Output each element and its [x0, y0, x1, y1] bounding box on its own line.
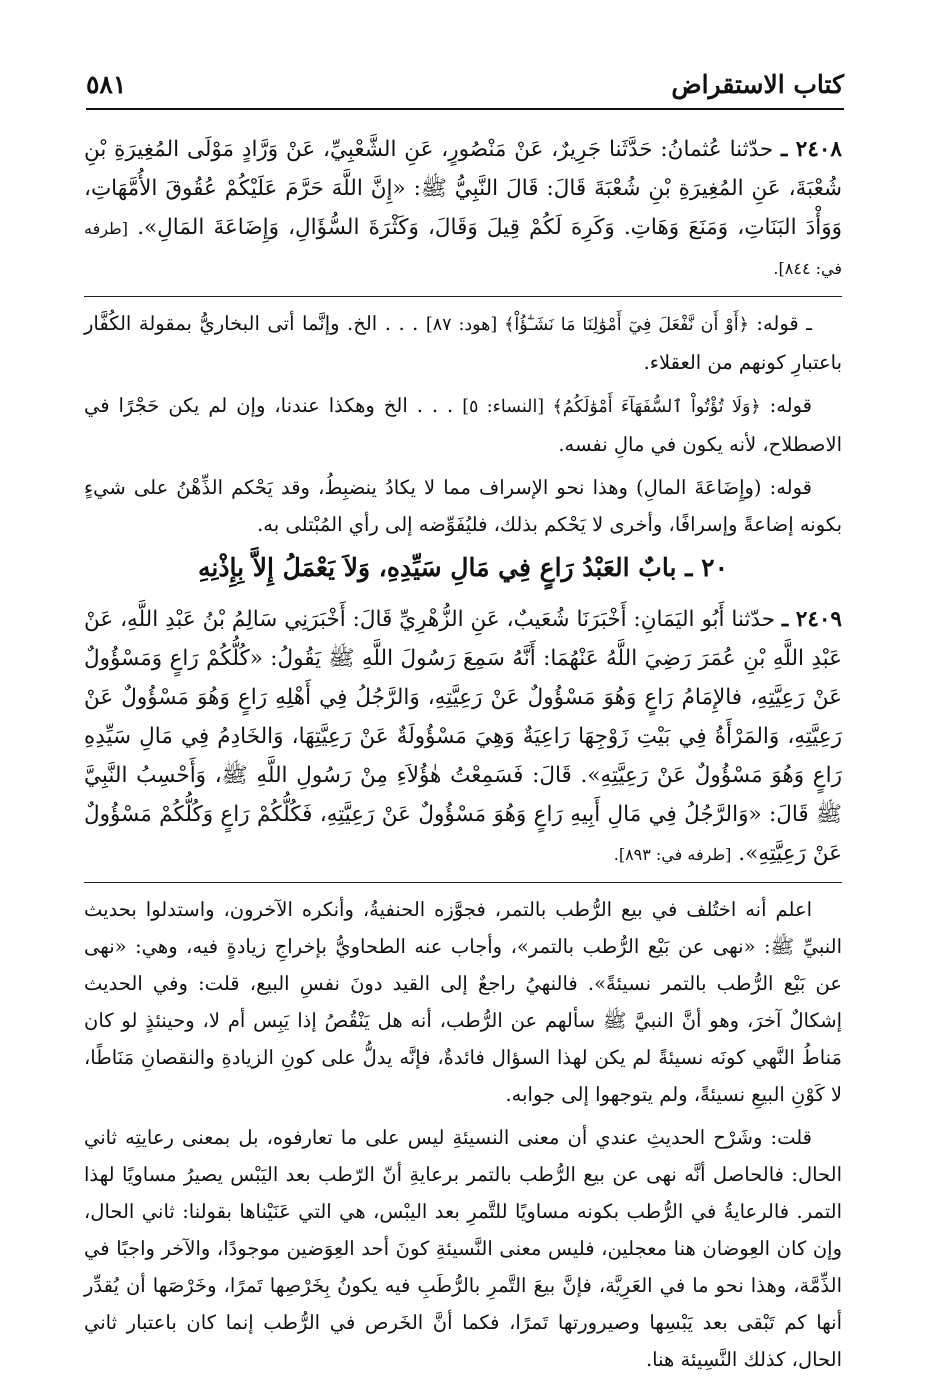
commentary-paragraph	[84, 469, 842, 543]
page-number: ٥٨١	[86, 70, 127, 99]
commentary-paragraph	[84, 305, 842, 381]
comment-text: وهذا نحو الإسراف مما لا يكادُ ينضبِطُ، وقد يَحْكم الذِّهْنُ على شيءٍ بكونه إضاعةً وإسرافًا، وأخرى لا يَحْكم بذلك، فليُفَوِّضه إلى رأي المُبْتلى به.	[84, 476, 842, 536]
running-header	[86, 68, 844, 110]
section-divider	[84, 296, 842, 297]
comment-lead: قوله:	[761, 476, 812, 499]
commentary-paragraph: قلت: وشَرْح الحديثِ عندي أن معنى النسيئةِ ليس على ما تعارفوه، بل بمعنى رعايتِه ثاني الحال: فالحاصل أنَّه نهى عن بيع الرُّطب بالتمر برعايةِ أنّ الرّطب بعد اليَبْس يصيرُ مساويًا لهذا التمر. فالرعايةُ في الرُّطب بكونه مساويًا للتَّمرِ بعد اليبْس، هي التي عَنَيْناها بقولنا: ثاني الحال، وإن كان العِوضان هنا معجلين، فليس معنى النَّسيئةِ كونَ أحد العِوَضين موجودًا، والآخر واجبًا في الذِّمَّة، وهذا نحو ما في العَرِيَّة، فإنَّ بيعَ التَّمرِ بالرُّطَبِ فيه يكونُ بِخَرْصِها تَمرًا، وخَرْصَها أن يُقدِّر أنها كم تَبْقى بعد يَبْسِها وصيرورتها تَمرًا، فكما أنَّ الخَرص في الرُّطب إنما كان باعتبار ثاني الحال، كذلك النَّسِيئة هنا.	[84, 1126, 842, 1371]
hadith-2409	[84, 600, 842, 874]
book-title: كتاب الاستقراض	[671, 70, 844, 99]
hadith-ref: [طرفه في: ٨٩٣].	[613, 845, 732, 864]
comment-lead: قوله:	[760, 394, 812, 417]
hadith-text: حدّثنا عُثمانُ: حَدَّثَنا جَرِيرٌ، عَنْ مَنْصُورٍ، عَنِ الشَّعْبِيِّ، عَنْ وَرَّادٍ مَوْلَى المُغِيرَةِ بْنِ شُعْبَةَ، عَنِ المُغِيرَةِ بْنِ شُعْبَةَ قَالَ: قَالَ النَّبِيُّ ﷺ: «إِنَّ اللَّهَ حَرَّمَ عَلَيْكُمْ عُقُوقَ الأُمَّهَاتِ، وَوَأْدَ البَنَاتِ، وَمَنَعَ وَهَاتِ. وَكَرِهَ لَكُمْ قِيلَ وَقَالَ، وَكَثْرَةَ السُّؤَالِ، وَإِضَاعَةَ المَالِ».	[84, 137, 842, 240]
section-divider	[84, 882, 842, 883]
commentary-paragraph	[84, 387, 842, 463]
quran-quote: ﴿وَلَا تُؤْتُواْ ٱلسُّفَهَآءَ أَمْوَٰلَكُمُ﴾ [النساء: ٥]	[462, 397, 761, 417]
hadith-ref: [طرفه في: ٨٤٤].	[84, 219, 842, 278]
page-body	[84, 130, 842, 1384]
commentary-paragraph: اعلم أنه اختُلف في بيع الرُّطب بالتمر، فجوَّزه الحنفيةُ، وأنكره الآخرون، واستدلوا بحديث النبيِّ ﷺ: «نهى عن بَيْع الرُّطب بالتمر»، وأجاب عنه الطحاويُّ بإخراجِ زيادةٍ فيه، وهي: «نهى عن بَيْع الرُّطب بالتمر نسيئةً». فالنهيُ راجعٌ إلى القيد دونَ نفسِ البيع، قلت: وفي الحديث إشكالٌ آخرَ، وهو أنَّ النبيَّ ﷺ سألهم عن الرُّطب، أنه هل يَنْقُصُ إذا يَبِس أم لا، وحينئذٍ لو كان مَناطُ النَّهي كونَه نسيئةً لم يكن لهذا السؤال فائدةٌ، فإنَّه يدلُّ على كونِ الزيادةِ والنقصانِ مَنَاطًا، لا كَوْنِ البيعِ نسيئةً، ولم يتوجهوا إلى جوابه.	[84, 898, 842, 1106]
comment-text: . . . الخ وهكذا عندنا، وإن لم يكن حَجْرًا في الاصطلاح، لأنه يكون في مالِ نفسه.	[84, 394, 842, 456]
quoted-phrase: (وإِضَاعَةَ المالِ)	[636, 476, 762, 499]
hadith-number: ٢٤٠٨ ـ	[781, 137, 842, 162]
chapter-heading: ٢٠ ـ بابٌ العَبْدُ رَاعٍ فِي مَالِ سَيِّدِهِ، وَلاَ يَعْمَلُ إِلاَّ بِإِذْنِهِ	[197, 553, 728, 582]
quran-quote: ﴿أَوْ أَن نَّفْعَلَ فِيٓ أَمْوَٰلِنَا مَا نَشَـٰٓؤُاْ﴾ [هود: ٨٧]	[425, 315, 749, 335]
hadith-text: حدّثنا أَبُو اليَمَانِ: أَخْبَرَنَا شُعَيبٌ، عَنِ الزُّهْرِيِّ قَالَ: أَخْبَرَنِي سَالِمُ بْنُ عَبْدِ اللَّهِ، عَنْ عَبْدِ اللَّهِ بْنِ عُمَرَ رَضِيَ اللَّهُ عَنْهُمَا: أَنَّهُ سَمِعَ رَسُولَ اللَّهِ ﷺ يَقُولُ: «كُلُّكُمْ رَاعٍ وَمَسْؤُولٌ عَنْ رَعِيَّتِهِ، فالإِمَامُ رَاعٍ وَهُوَ مَسْؤُولٌ عَنْ رَعِيَّتِهِ، وَالرَّجُلُ فِي أَهْلِهِ رَاعٍ وَهُوَ مَسْؤُولٌ عَنْ رَعِيَّتِهِ، وَالمَرْأَةُ فِي بَيْتِ زَوْجِهَا رَاعِيَةٌ وَهِيَ مَسْؤُولَةٌ عَنْ رَعِيَّتِهَا، وَالخَادِمُ فِي مَالِ سَيِّدِهِ رَاعٍ وَهُوَ مَسْؤُولٌ عَنْ رَعِيَّتِهِ». قَالَ: فَسَمِعْتُ هٰؤُلاَءِ مِنْ رَسُولِ اللَّهِ ﷺ، وَأَحْسِبُ النَّبِيَّ ﷺ قَالَ: «وَالرَّجُلُ فِي مَالِ أَبِيهِ رَاعٍ وَهُوَ مَسْؤُولٌ عَنْ رَعِيَّتِهِ، فَكُلُّكُمْ رَاعٍ وَكُلُّكُمْ مَسْؤُولٌ عَنْ رَعِيَّتِهِ».	[84, 607, 842, 866]
hadith-number: ٢٤٠٩ ـ	[781, 607, 842, 632]
hadith-2408	[84, 130, 842, 288]
comment-lead: ـ قوله:	[748, 312, 812, 335]
comment-text: . . . الخ. وإنَّما أتى البخاريُّ بمقولة الكُفَّار باعتبارِ كونهم من العقلاء.	[84, 312, 842, 374]
